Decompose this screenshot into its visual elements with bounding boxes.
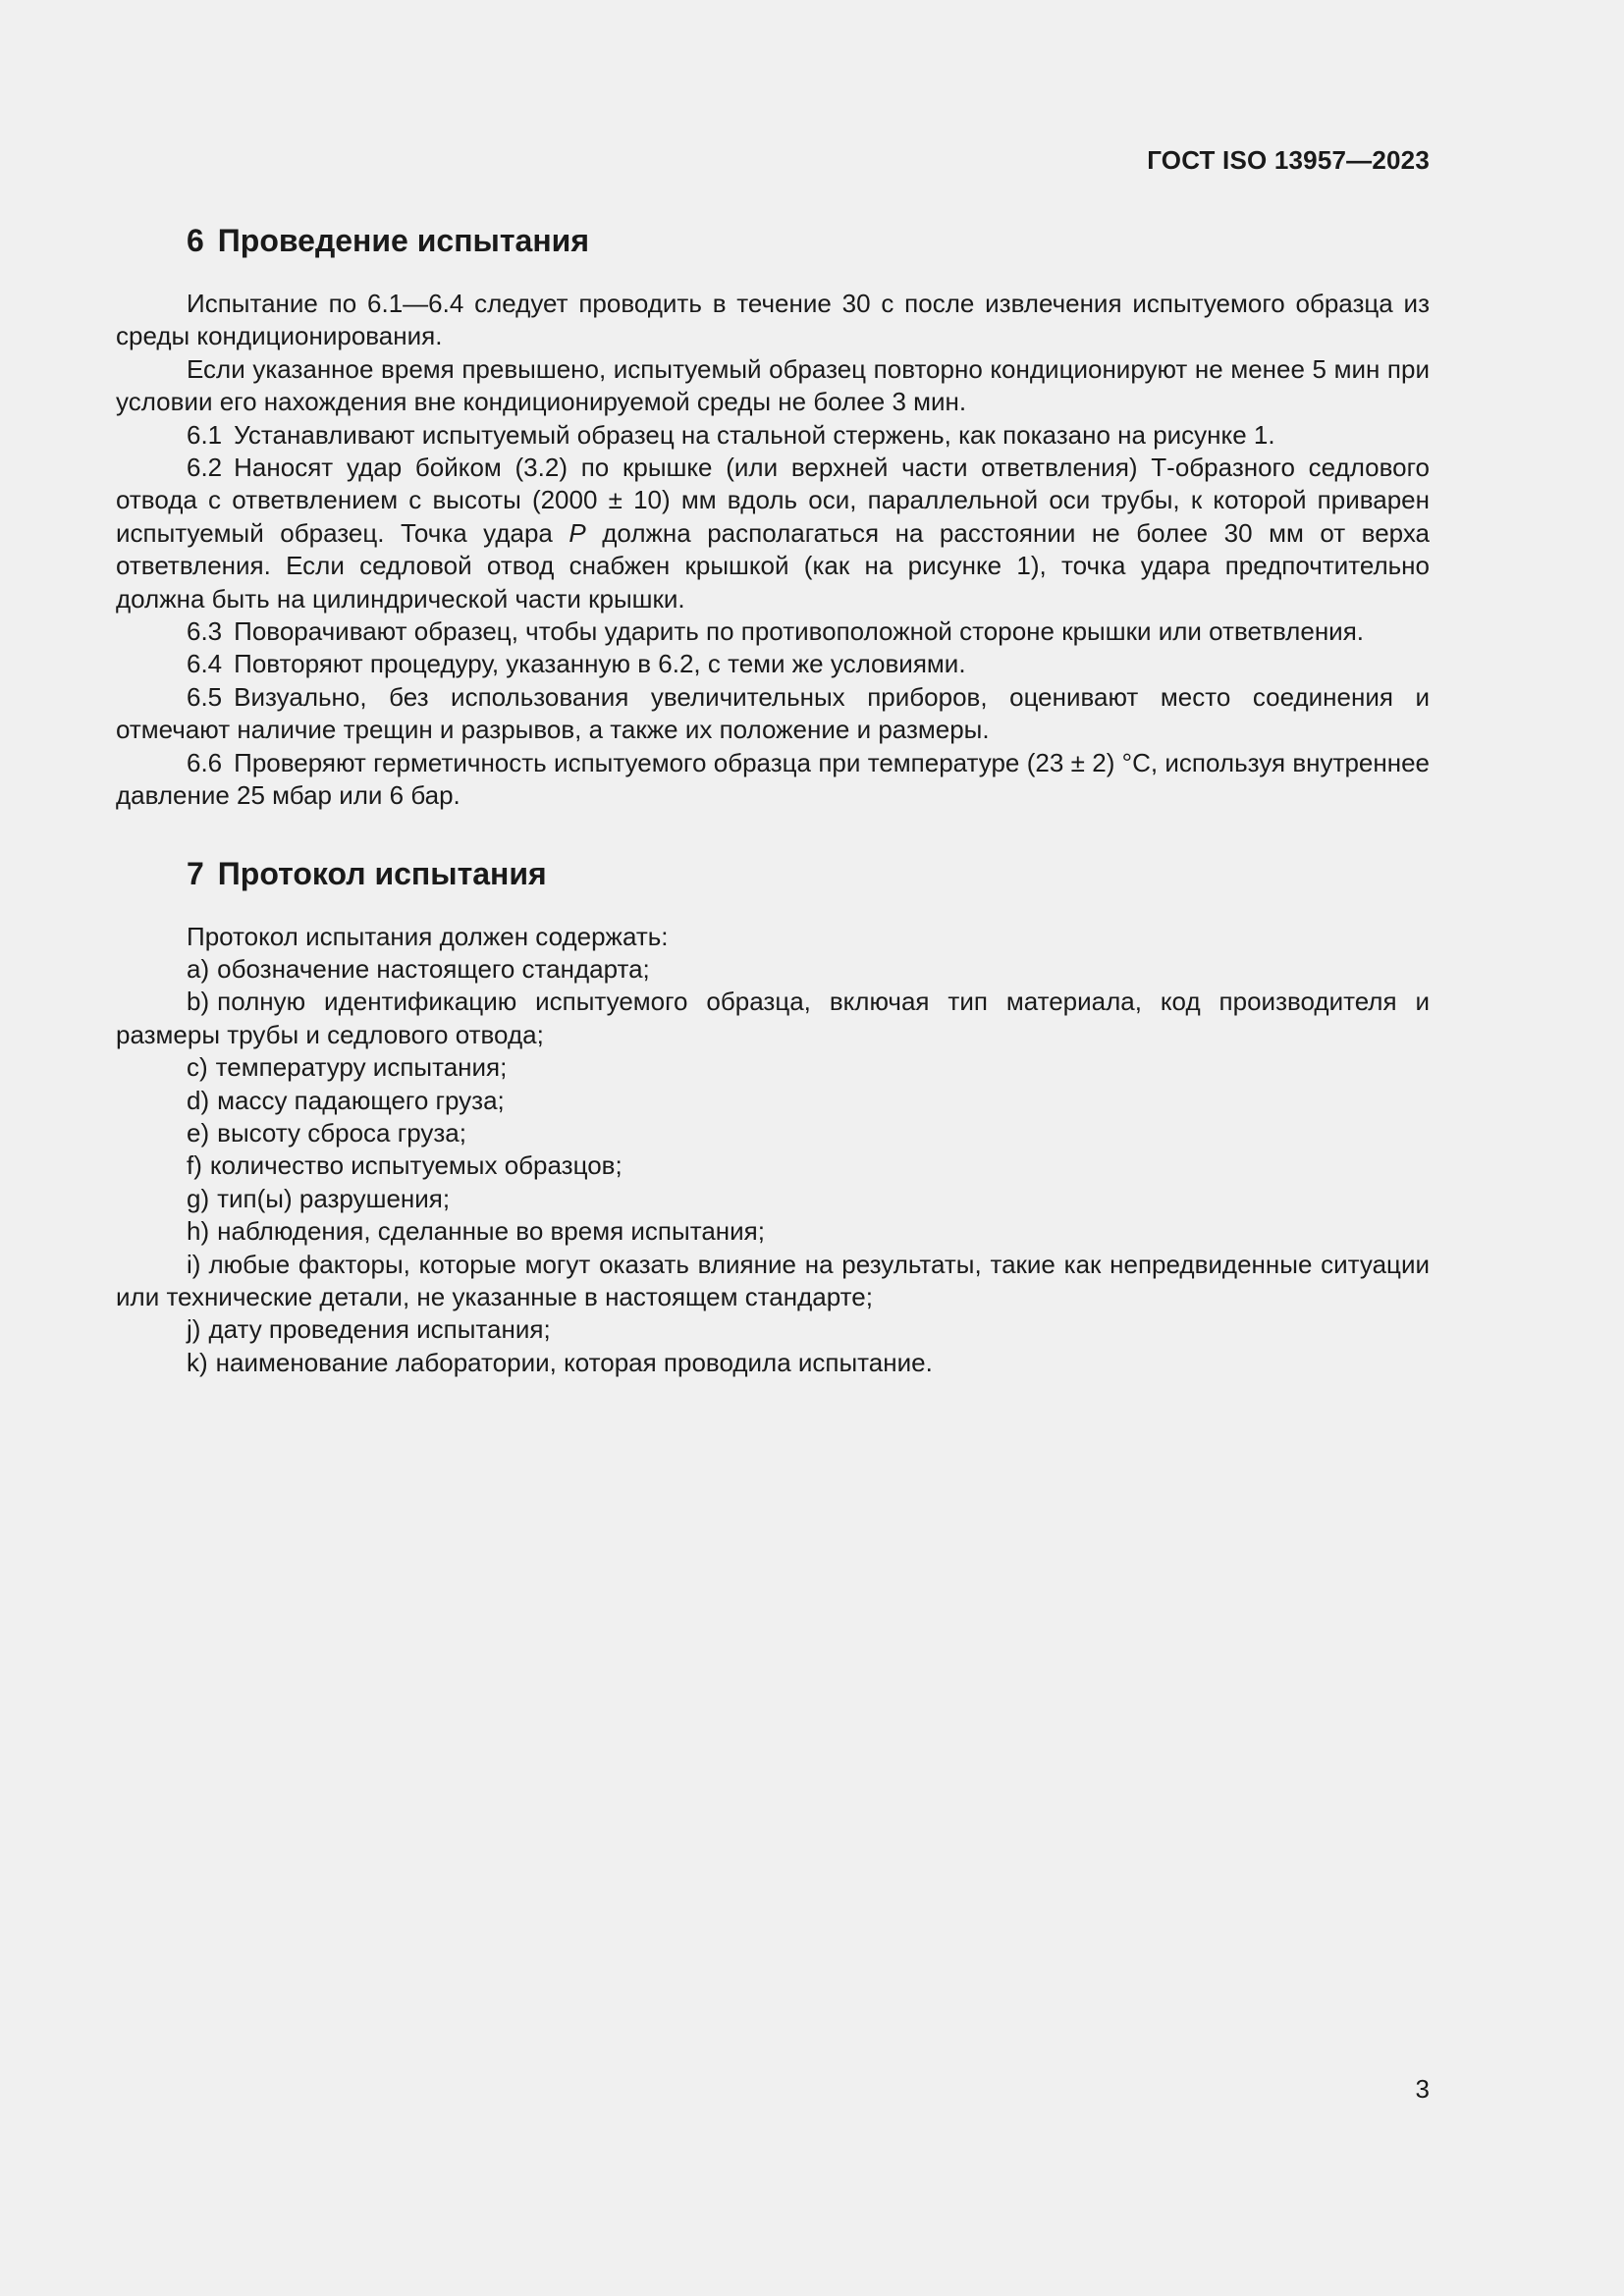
list-item-j <box>116 1313 1430 1346</box>
item-text: высоту сброса груза; <box>217 1117 466 1148</box>
item-letter: e) <box>187 1117 210 1148</box>
list-item-d <box>116 1085 1430 1117</box>
clause-text: Повторяют процедуру, указанную в 6.2, с теми же условиями. <box>234 649 966 679</box>
clause-6-2 <box>116 452 1430 615</box>
clause-6-4 <box>116 648 1430 680</box>
list-item-e <box>116 1117 1430 1149</box>
list-item-f <box>116 1149 1430 1182</box>
clause-number: 6.2 <box>187 453 223 483</box>
item-letter: c) <box>187 1052 208 1083</box>
clause-number: 6.1 <box>187 419 223 450</box>
item-text: наблюдения, сделанные во время испытания; <box>217 1216 765 1247</box>
document-body <box>116 221 1430 1379</box>
clause-number: 6.3 <box>187 616 223 647</box>
section-6-number: 6 <box>187 223 204 258</box>
section-6-title: Проведение испытания <box>217 223 589 258</box>
item-text: обозначение настоящего стандарта; <box>217 953 650 984</box>
clause-text: Поворачивают образец, чтобы ударить по противоположной стороне крышки или ответвления. <box>234 616 1364 647</box>
impact-point-symbol: P <box>568 517 586 548</box>
item-text: массу падающего груза; <box>217 1085 505 1115</box>
list-item-g <box>116 1183 1430 1215</box>
section-6-heading <box>116 221 1430 260</box>
list-item-c <box>116 1051 1430 1084</box>
item-letter: i) <box>187 1249 201 1279</box>
item-text: любые факторы, которые могут оказать влияние на результаты, такие как непредвиденные ситуации или технические детали, не указанные в настоящем стандарте; <box>116 1249 1430 1311</box>
clause-text: Визуально, без использования увеличительных приборов, оценивают место соединения и отмечают наличие трещин и разрывов, а также их положение и размеры. <box>116 681 1430 745</box>
clause-text: Проверяют герметичность испытуемого образца при температуре (23 ± 2) °С, используя внутреннее давление 25 мбар или 6 бар. <box>116 747 1430 811</box>
item-letter: g) <box>187 1183 210 1213</box>
item-text: дату проведения испытания; <box>208 1314 551 1345</box>
clause-number: 6.5 <box>187 681 223 712</box>
clause-6-6 <box>116 747 1430 813</box>
item-text: температуру испытания; <box>215 1052 508 1083</box>
item-letter: b) <box>187 987 210 1017</box>
clause-6-5 <box>116 681 1430 747</box>
list-item-k <box>116 1347 1430 1379</box>
clause-number: 6.4 <box>187 649 223 679</box>
list-item-b <box>116 986 1430 1051</box>
standard-designation: ГОСТ ISO 13957—2023 <box>1147 145 1430 175</box>
section-7-intro: Протокол испытания должен содержать: <box>187 921 669 951</box>
item-letter: a) <box>187 953 210 984</box>
section-7-number: 7 <box>187 855 204 891</box>
clause-text-part-2: должна располагаться на расстоянии не более 30 мм от верха ответвления. Если седловой отвод снабжен крышкой (как на рисунке 1), точка удара предпочтительно должна быть на цилиндрической части крышки. <box>116 517 1430 614</box>
clause-number: 6.6 <box>187 747 223 777</box>
item-letter: f) <box>187 1150 202 1181</box>
page-number: 3 <box>1415 2074 1430 2104</box>
section-7-title: Протокол испытания <box>217 855 547 891</box>
item-letter: d) <box>187 1085 210 1115</box>
item-letter: j) <box>187 1314 201 1345</box>
item-letter: h) <box>187 1216 210 1247</box>
item-text: тип(ы) разрушения; <box>217 1183 451 1213</box>
clause-6-1 <box>116 419 1430 452</box>
list-item-a <box>116 953 1430 986</box>
list-item-h <box>116 1215 1430 1248</box>
section-6-intro-1: Испытание по 6.1—6.4 следует проводить в течение 30 с после извлечения испытуемого образца из среды кондиционирования. <box>116 289 1430 351</box>
item-text: наименование лаборатории, которая проводила испытание. <box>215 1347 933 1377</box>
section-7-heading <box>116 854 1430 893</box>
item-text: количество испытуемых образцов; <box>209 1150 623 1181</box>
section-6-intro-2: Если указанное время превышено, испытуемый образец повторно кондиционируют не менее 5 мин при условии его нахождения вне кондиционируемой среды не более 3 мин. <box>116 353 1430 417</box>
clause-text: Устанавливают испытуемый образец на стальной стержень, как показано на рисунке 1. <box>234 419 1275 450</box>
list-item-i <box>116 1249 1430 1314</box>
item-text: полную идентификацию испытуемого образца, включая тип материала, код производителя и размеры трубы и седлового отвода; <box>116 987 1430 1049</box>
item-letter: k) <box>187 1347 208 1377</box>
clause-text-part-1: Наносят удар бойком (3.2) по крышке (или верхней части ответвления) Т-образного седлового отвода с ответвлением с высоты (2000 ± 10) мм вдоль оси, параллельной оси трубы, к которой приварен испытуемый образец. Точка удара <box>116 453 1430 548</box>
clause-6-3 <box>116 615 1430 648</box>
